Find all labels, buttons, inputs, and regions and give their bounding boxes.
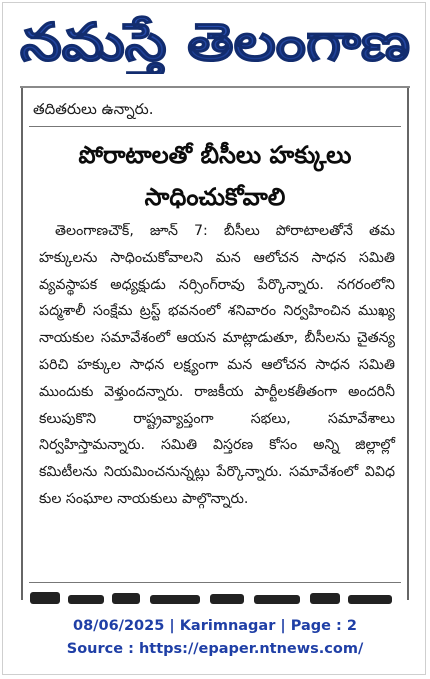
- news-clipping: [21, 88, 409, 600]
- masthead-logo: [15, 6, 415, 74]
- headline-line-1: పోరాటాలతో బీసీలు హక్కులు: [78, 141, 352, 169]
- headline-line-2: సాధించుకోవాలి: [144, 183, 286, 211]
- caption-source: Source : https://epaper.ntnews.com/: [66, 641, 364, 657]
- newspaper-masthead: [0, 6, 430, 74]
- bottom-rule: [29, 582, 401, 583]
- article-headline: [23, 134, 407, 218]
- next-article-headline-cutoff: [0, 586, 430, 604]
- article-body: [39, 218, 395, 513]
- masthead-title: నమస్తే తెలంగాణ: [20, 13, 361, 73]
- top-rule: [29, 126, 401, 127]
- caption-date-edition: 08/06/2025 | Karimnagar | Page : 2: [73, 618, 357, 634]
- cutoff-text-fragments: [0, 586, 430, 604]
- article-body-text: తెలంగాణచౌక్‌, జూన్‌ 7: బీసీలు పోరాటాలతోనే తమ హక్కులను సాధించుకోవాలని మన ఆలోచన సాధన సమితి వ్యవస్థాపక అధ్యక్షుడు నర్సింగ్‌రావు పేర్కొన్నారు. నగరంలోని పద్మశాలీ సంక్షేమ ట్రస్ట్‌ భవనంలో శనివారం నిర్వహించిన ముఖ్య నాయకుల సమావేశంలో ఆయన మాట్లాడుతూ, బీసీలను చైతన్య పరిచి హక్కుల సాధన లక్ష్యంగా మన ఆలోచన సాధన సమితి ముందుకు వెళ్తుందన్నారు. రాజకీయ పార్టీలకతీతంగా అందరినీ కలుపుకొని రాష్ట్రవ్యాప్తంగా సభలు, సమావేశాలు నిర్వహిస్తామన్నారు. సమితి విస్తరణ కోసం అన్ని జిల్లాల్లో కమిటీలను నియమించనున్నట్లు పేర్కొన్నారు. సమావేశంలో వివిధ కుల సంఘాల నాయకులు పాల్గొన్నారు.: [39, 223, 395, 507]
- previous-article-tail: తదితరులు ఉన్నారు.: [33, 100, 154, 118]
